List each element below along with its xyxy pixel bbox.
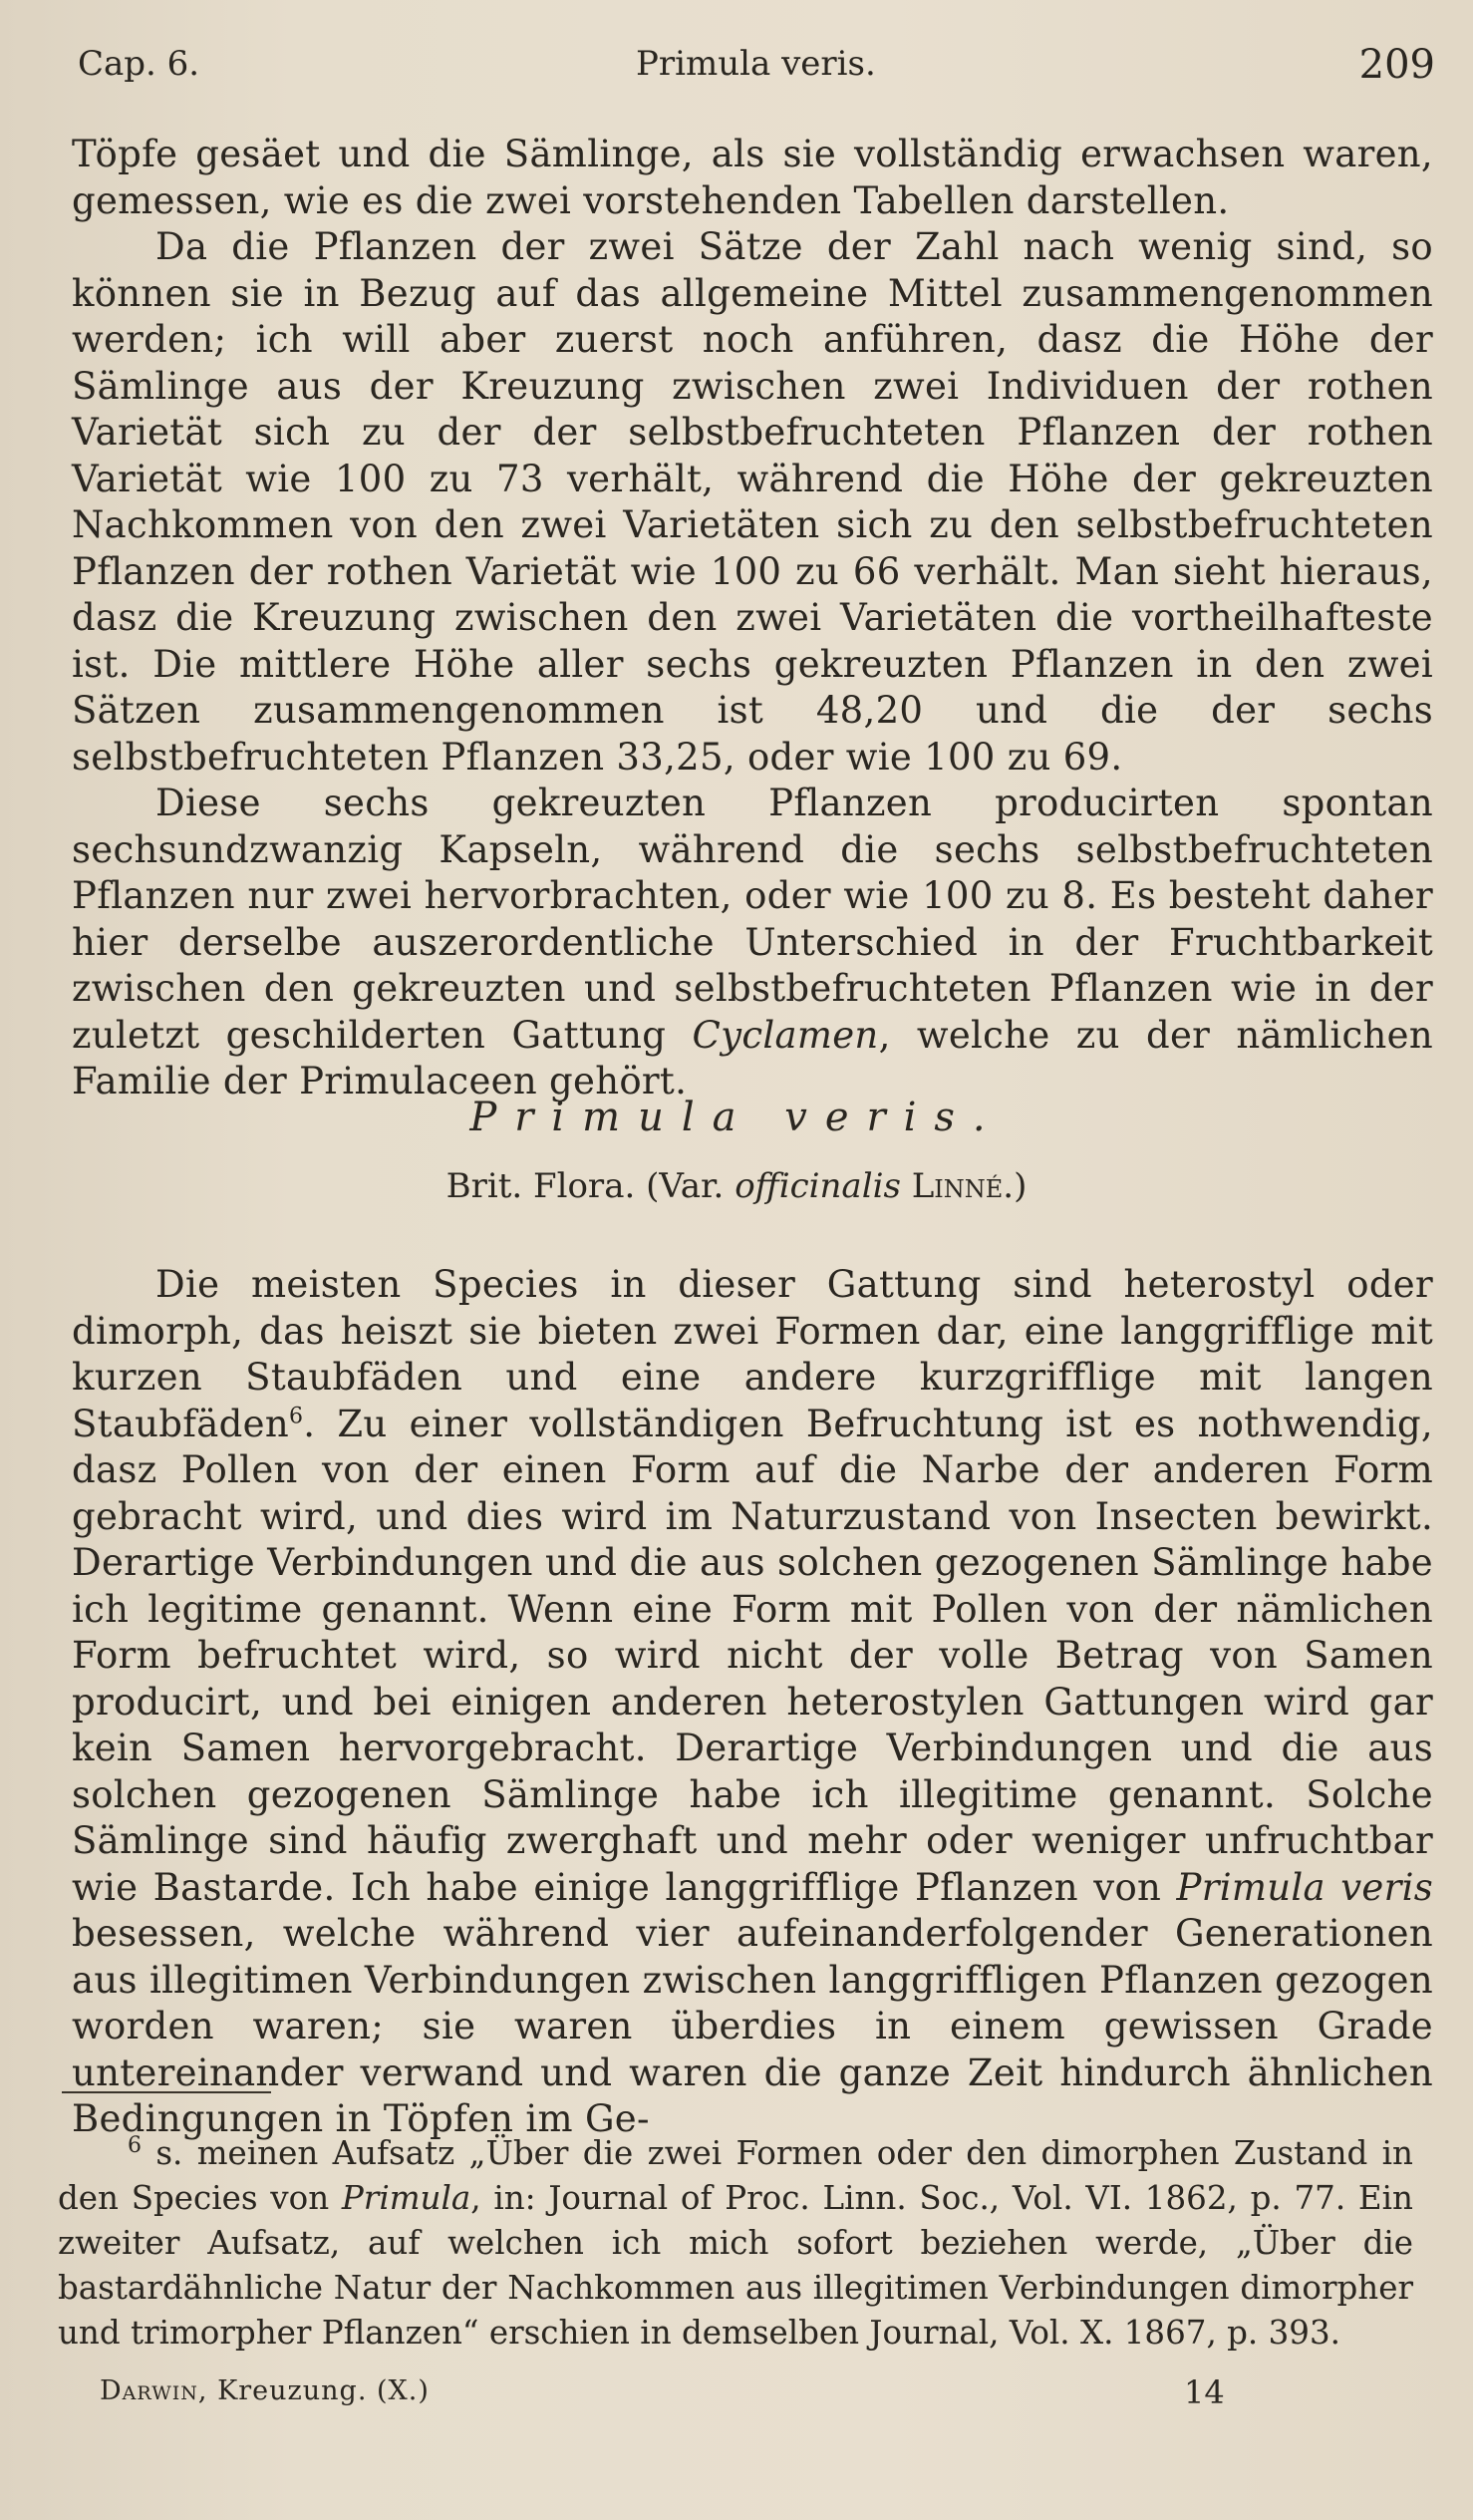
subtitle-prefix: Brit. Flora. (Var. bbox=[445, 1166, 725, 1206]
signature-author: Darwin bbox=[100, 2375, 198, 2406]
paragraph-text: Diese sechs gekreuzten Pflanzen producirten spontan sechsundzwanzig Kapseln, während die sechs selbstbefruchteten Pflanzen nur zwei hervorbrachten, oder wie 100 zu 8. Es besteht daher hier derselbe auszerordentliche Unterschied in der Fruchtbarkeit zwischen den gekreuzten und selbstbefruchteten Pflanzen wie in der zuletzt geschilderten Gattung bbox=[72, 782, 1433, 1057]
sheet-number: 14 bbox=[1184, 2373, 1225, 2411]
footnote-genus: Primula bbox=[341, 2179, 471, 2217]
body-text-top bbox=[72, 132, 1433, 1105]
section-title: Primula veris. bbox=[469, 1095, 1004, 1140]
footnote-text bbox=[58, 2131, 1413, 2356]
chapter-label: Cap. 6. bbox=[78, 44, 200, 84]
footnote-divider bbox=[62, 2091, 271, 2093]
footnote-part: s. meinen Aufsatz „Über die zwei Formen oder den dimorphen Zustand in den Species von bbox=[58, 2134, 1413, 2217]
page-number: 209 bbox=[1358, 42, 1435, 88]
subtitle-author: Linné bbox=[911, 1166, 1004, 1206]
subtitle-variety: officinalis bbox=[735, 1166, 901, 1206]
signature-rest: , Kreuzung. (X.) bbox=[197, 2375, 430, 2406]
paragraph-text: besessen, welche während vier aufeinanderfolgender Generationen aus illegitimen Verbindungen zwischen langgriffligen Pflanzen gezogen worden waren; sie waren überdies in einem gewissen Grade untereinander verwand und waren die ganze Zeit hindurch ähnlichen Bedingungen in Töpfen im Ge- bbox=[72, 1912, 1433, 2140]
subtitle-suffix: .) bbox=[1003, 1166, 1028, 1206]
footnote-reference: 6 bbox=[288, 1404, 304, 1429]
footnote-part: , in: Journal of Proc. Linn. Soc., Vol. VI. 1862, p. 77. Ein zweiter Aufsatz, auf welchen ich mich sofort beziehen werde, „Über die bastardähnliche Natur der Nachkommen aus illegitimen Verbindungen dimorpher und trimorpher Pflanzen“ erschien in demselben Journal, Vol. X. 1867, p. 393. bbox=[58, 2179, 1413, 2352]
printer-signature bbox=[100, 2375, 430, 2406]
running-title: Primula veris. bbox=[636, 44, 876, 84]
page-footer bbox=[100, 2375, 1296, 2425]
paragraph: Töpfe gesäet und die Sämlinge, als sie vollständig erwachsen waren, gemessen, wie es die zwei vorstehenden Tabellen darstellen. bbox=[72, 133, 1433, 222]
section-subtitle bbox=[0, 1166, 1473, 1206]
paragraph bbox=[72, 1262, 1433, 2143]
footnote-marker: 6 bbox=[128, 2133, 142, 2159]
paragraph-text: Die meisten Species in dieser Gattung sind heterostyl oder dimorph, das heiszt sie bieten zwei Formen dar, eine langgrifflige mit kurzen Staubfäden und eine andere kurzgrifflige mit langen Staubfäden bbox=[72, 1263, 1433, 1445]
paragraph-text: . Zu einer vollständigen Befruchtung ist es nothwendig, dasz Pollen von der einen Form auf die Narbe der anderen Form gebracht wird, und dies wird im Naturzustand von Insecten bewirkt. Derartige Verbindungen und die aus solchen gezogenen Sämlinge habe ich legitime genannt. Wenn eine Form mit Pollen von der nämlichen Form befruchtet wird, so wird nicht der volle Betrag von Samen producirt, und bei einigen anderen heterostylen Gattungen wird gar kein Samen hervorgebracht. Derartige Verbindungen und die aus solchen gezogenen Sämlinge habe ich illegitime genannt. Solche Sämlinge sind häufig zwerghaft und mehr oder weniger unfruchtbar wie Bastarde. Ich habe einige langgrifflige Pflanzen von bbox=[72, 1402, 1433, 1909]
body-text-main bbox=[72, 1262, 1433, 2143]
paragraph: Da die Pflanzen der zwei Sätze der Zahl nach wenig sind, so können sie in Bezug auf das allgemeine Mittel zusammengenommen werden; ich will aber zuerst noch anführen, dasz die Höhe der Sämlinge aus der Kreuzung zwischen zwei Individuen der rothen Varietät sich zu der der selbstbefruchteten Pflanzen der rothen Varietät wie 100 zu 73 verhält, während die Höhe der gekreuzten Nachkommen von den zwei Varietäten sich zu den selbstbefruchteten Pflanzen der rothen Varietät wie 100 zu 66 verhält. Man sieht hieraus, dasz die Kreuzung zwischen den zwei Varietäten die vortheilhafteste ist. Die mittlere Höhe aller sechs gekreuzten Pflanzen in den zwei Sätzen zusammengenommen ist 48,20 und die der sechs selbstbefruchteten Pflanzen 33,25, oder wie 100 zu 69. bbox=[72, 225, 1433, 779]
paragraph-text-end: , welche zu der nämlichen Familie der Primulaceen gehört. bbox=[72, 1013, 1434, 1102]
paragraph bbox=[72, 781, 1433, 1105]
species-name: Primula veris bbox=[1176, 1865, 1433, 1909]
footnote bbox=[58, 2131, 1413, 2356]
page-header bbox=[78, 38, 1435, 98]
genus-name: Cyclamen bbox=[692, 1013, 879, 1057]
